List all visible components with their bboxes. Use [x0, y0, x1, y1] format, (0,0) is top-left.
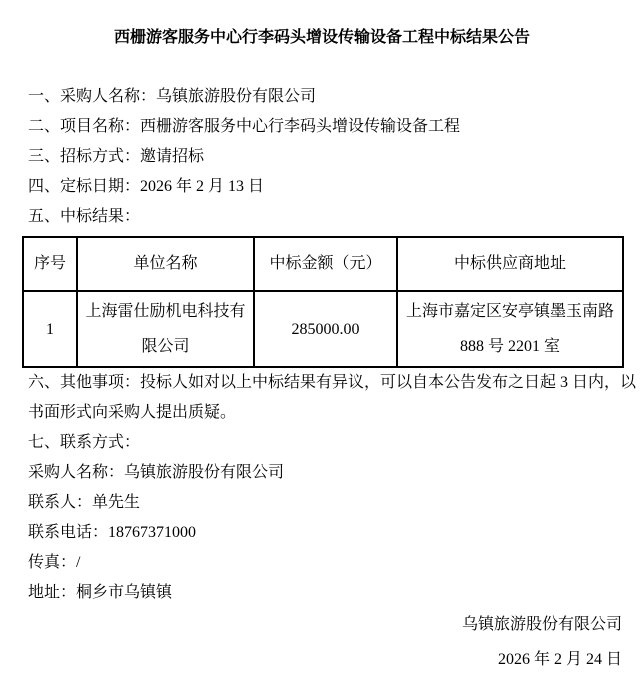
signature-block [22, 610, 622, 675]
clause-other-matters: 六、其他事项：投标人如对以上中标结果有异议，可以自本公告发布之日起 3 日内，以书面形式向采购人提出质疑。 [28, 374, 637, 421]
clause-contact-heading: 七、联系方式： [28, 434, 141, 451]
col-header-amount: 中标金额（元） [254, 237, 397, 291]
signature-company: 乌镇旅游股份有限公司 [461, 616, 622, 633]
contact-phone: 联系电话：18767371000 [28, 524, 197, 541]
clause-award-date: 四、定标日期：2026 年 2 月 13 日 [28, 178, 265, 195]
cell-address: 上海市嘉定区安亭镇墨玉南路 888 号 2201 室 [397, 291, 623, 367]
cell-company: 上海雷仕励机电科技有限公司 [77, 291, 254, 367]
page-title: 西栅游客服务中心行李码头增设传输设备工程中标结果公告 [113, 29, 530, 46]
contact-fax: 传真：/ [28, 554, 81, 571]
clause-project: 二、项目名称：西栅游客服务中心行李码头增设传输设备工程 [28, 118, 461, 135]
contact-buyer-name: 采购人名称：乌镇旅游股份有限公司 [28, 464, 285, 481]
cell-seq: 1 [23, 291, 77, 367]
contact-person: 联系人：单先生 [28, 494, 141, 511]
clause-method: 三、招标方式：邀请招标 [28, 148, 205, 165]
col-header-address: 中标供应商地址 [397, 237, 623, 291]
cell-amount: 285000.00 [254, 291, 397, 367]
bid-result-table [22, 236, 624, 368]
table-row [23, 291, 623, 367]
signature-date: 2026 年 2 月 24 日 [497, 651, 622, 668]
contact-address: 地址：桐乡市乌镇镇 [28, 584, 173, 601]
col-header-company: 单位名称 [77, 237, 254, 291]
clause-result: 五、中标结果： [28, 208, 141, 225]
table-header-row [23, 237, 623, 291]
clause-buyer: 一、采购人名称：乌镇旅游股份有限公司 [28, 88, 317, 105]
col-header-seq: 序号 [23, 237, 77, 291]
